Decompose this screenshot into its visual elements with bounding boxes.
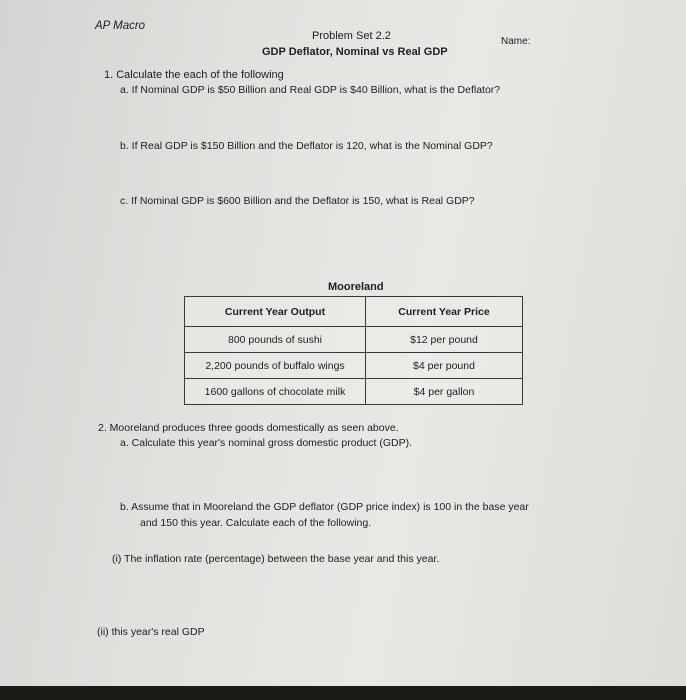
question-1-prompt: 1. Calculate the each of the following [104,69,284,81]
question-1a: a. If Nominal GDP is $50 Billion and Real GDP is $40 Billion, what is the Deflator? [120,84,501,96]
question-1c: c. If Nominal GDP is $600 Billion and the Deflator is 150, what is Real GDP? [120,195,475,207]
question-1b: b. If Real GDP is $150 Billion and the Deflator is 120, what is the Nominal GDP? [120,140,493,152]
problem-set-title: Problem Set 2.2 [312,30,391,42]
question-2-prompt: 2. Mooreland produces three goods domestically as seen above. [98,422,399,434]
worksheet-subtitle: GDP Deflator, Nominal vs Real GDP [262,46,448,58]
desk-background [0,686,686,700]
table-header-row [185,297,523,327]
course-label: AP Macro [95,20,146,32]
name-label: Name: [501,36,531,47]
table-title: Mooreland [328,281,384,293]
table-row [185,379,523,405]
table-cell: $12 per pound [366,327,523,353]
table-header-price: Current Year Price [366,297,523,327]
table-header-output: Current Year Output [185,297,366,327]
mooreland-table [184,296,523,405]
table-cell: $4 per gallon [366,379,523,405]
table-cell: 1600 gallons of chocolate milk [185,379,366,405]
table-cell: $4 per pound [366,353,523,379]
table-cell: 800 pounds of sushi [185,327,366,353]
question-2b-i: (i) The inflation rate (percentage) between the base year and this year. [112,553,440,565]
table-row [185,353,523,379]
question-2b-ii: (ii) this year's real GDP [97,626,205,638]
table-row [185,327,523,353]
question-2a: a. Calculate this year's nominal gross domestic product (GDP). [120,437,413,449]
question-2b-line2: and 150 this year. Calculate each of the following. [140,517,372,529]
question-2b-line1: b. Assume that in Mooreland the GDP deflator (GDP price index) is 100 in the base year [120,501,529,513]
table-cell: 2,200 pounds of buffalo wings [185,353,366,379]
